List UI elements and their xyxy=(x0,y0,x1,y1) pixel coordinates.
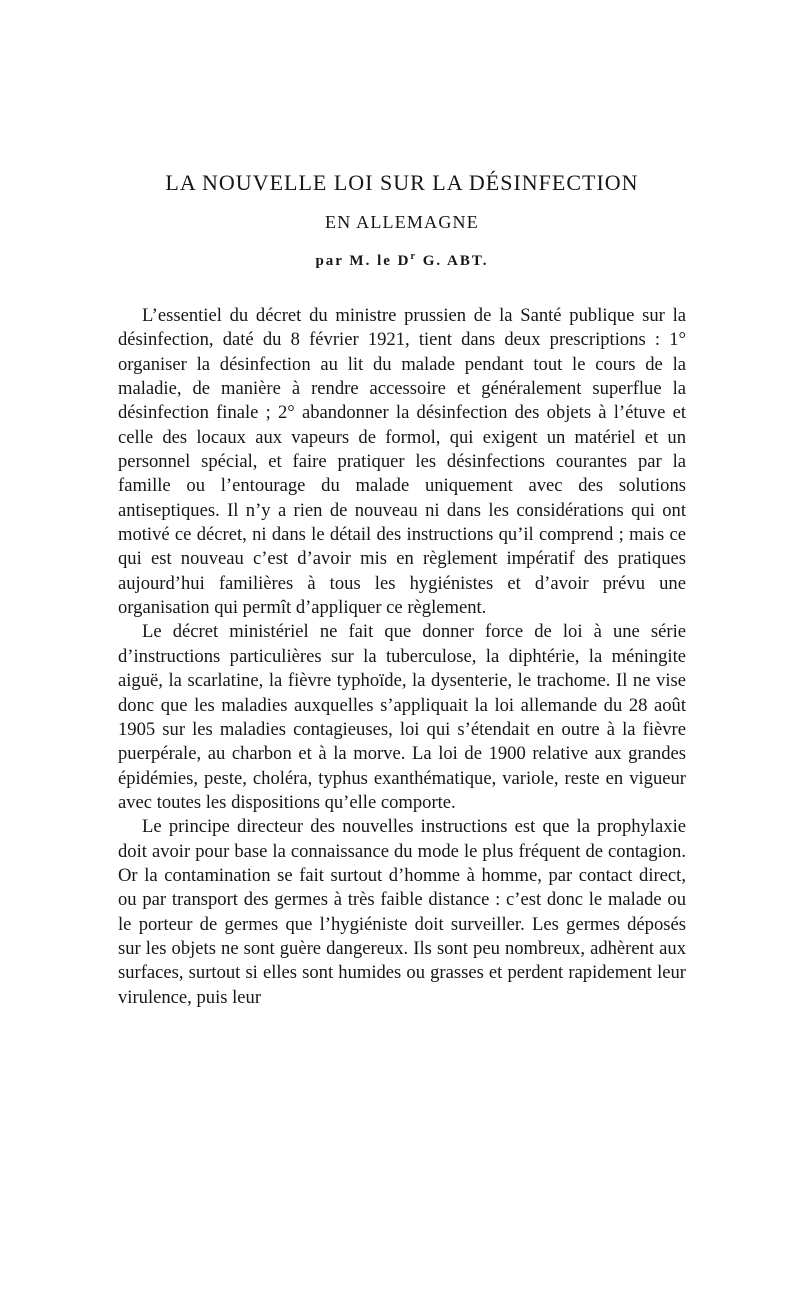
article-subtitle: EN ALLEMAGNE xyxy=(325,212,479,232)
paragraph-2: Le décret ministériel ne fait que donner force de loi à une série d’instructions particulières sur la tuberculose, la diphtérie, la méningite aiguë, la scarlatine, la fièvre typhoïde, la dysenterie, le trachome. Il ne vise donc que les maladies auxquelles s’appliquait la loi allemande du 28 août 1905 sur les maladies contagieuses, loi qui s’étendait en outre à la fièvre puerpérale, au charbon et à la morve. La loi de 1900 relative aux grandes épidémies, peste, choléra, typhus exanthématique, variole, reste en vigueur avec toutes les dispositions qu’elle comporte. xyxy=(118,621,686,813)
author-name: G. ABT. xyxy=(416,253,489,269)
author-line xyxy=(118,251,686,270)
document-page xyxy=(118,170,686,1010)
paragraph-1: L’essentiel du décret du ministre prussien de la Santé publique sur la désinfection, daté du 8 février 1921, tient dans deux prescriptions : 1° organiser la désinfection au lit du malade pendant tout le cours de la maladie, de manière à rendre accessoire et généralement superflue la désinfection finale ; 2° abandonner la désinfection des objets à l’étuve et celle des locaux aux vapeurs de formol, qui exigent un matériel et un personnel spécial, et faire pratiquer les désinfections courantes par la famille ou l’entourage du malade uniquement avec des solutions antiseptiques. Il n’y a rien de nouveau ni dans les considérations qui ont motivé ce décret, ni dans le détail des instructions qu’il comprend ; mais ce qui est nouveau c’est d’avoir mis en règlement impératif des pratiques aujourd’hui familières à tous les hygiénistes et d’avoir prévu une organisation qui permît d’appliquer ce règlement. xyxy=(118,305,686,619)
author-prefix: par M. le D xyxy=(315,253,411,269)
article-body xyxy=(118,304,686,1010)
article-title: LA NOUVELLE LOI SUR LA DÉSINFECTION xyxy=(165,170,639,195)
paragraph-3: Le principe directeur des nouvelles instructions est que la prophylaxie doit avoir pour base la connaissance du mode le plus fréquent de contagion. Or la contamination se fait surtout d’homme à homme, par contact direct, ou par transport des germes à très faible distance : c’est donc le malade ou le porteur de germes que l’hygiéniste doit surveiller. Les germes déposés sur les objets ne sont guère dangereux. Ils sont peu nombreux, adhèrent aux surfaces, surtout si elles sont humides ou grasses et perdent rapidement leur virulence, puis leur xyxy=(118,816,686,1008)
author-title-sup: r xyxy=(410,251,417,262)
